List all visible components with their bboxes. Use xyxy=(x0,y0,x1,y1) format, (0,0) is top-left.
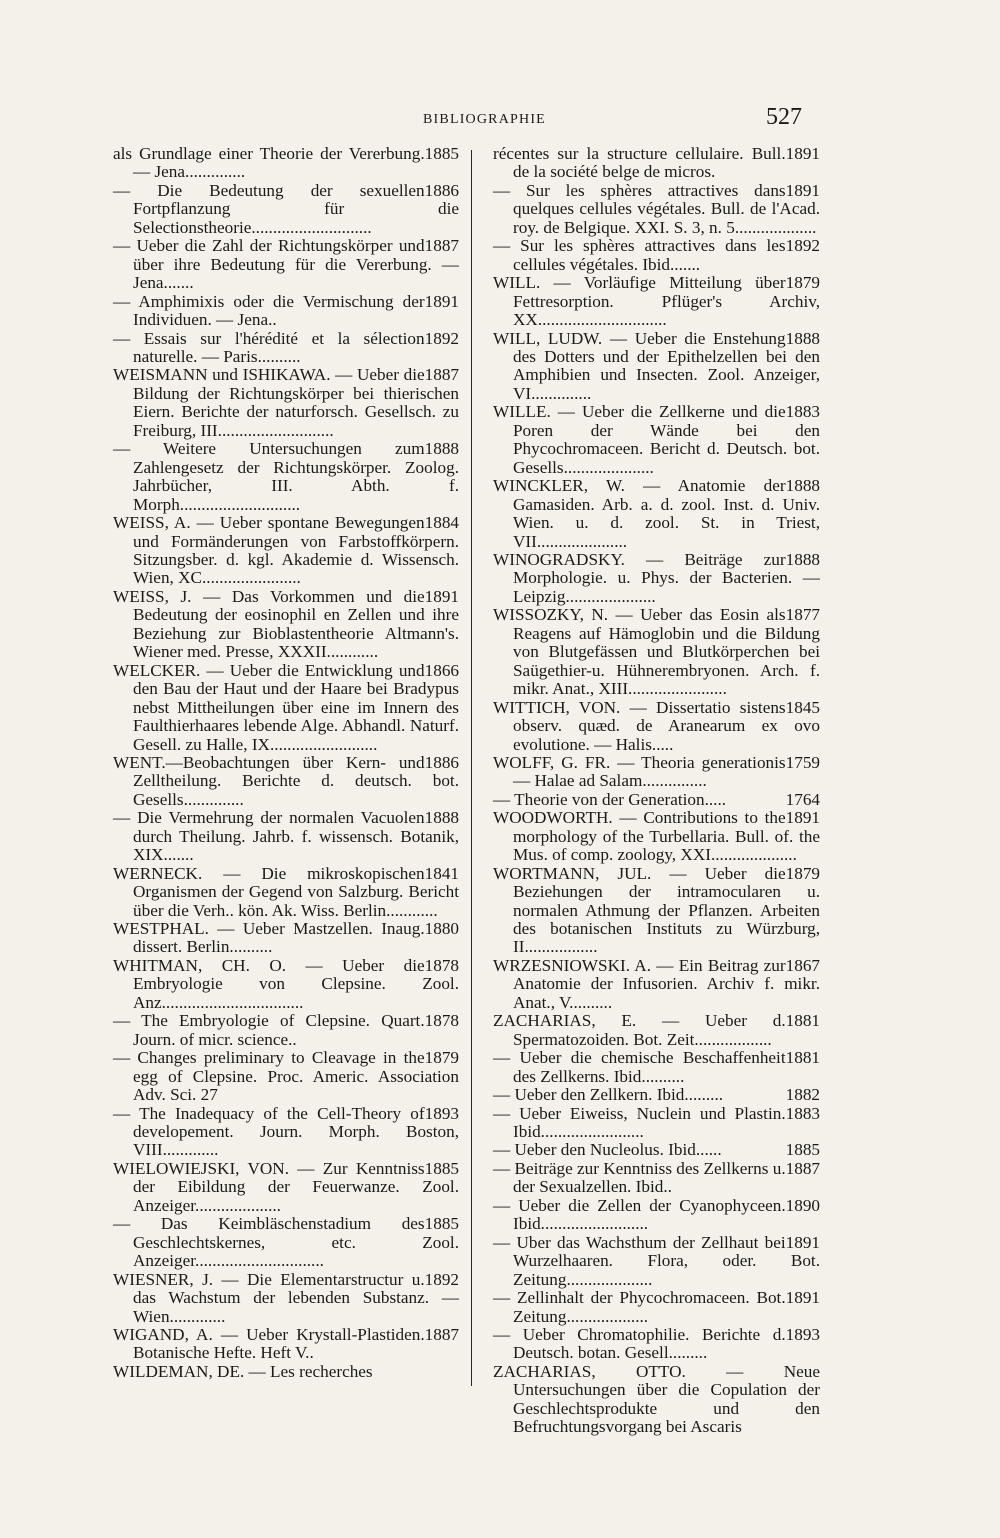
entry-year: 1879 xyxy=(424,1048,459,1068)
bibliography-entry xyxy=(113,809,459,864)
column-divider xyxy=(471,150,472,1386)
bibliography-entry xyxy=(493,403,820,477)
left-column xyxy=(113,145,459,1381)
entry-year: 1893 xyxy=(424,1103,459,1123)
entry-text: WINCKLER, W. — Anatomie der Gamasiden. Arb. a. d. zool. Inst. d. Univ. Wien. u. d. zool. St. in Triest, VII..................... xyxy=(493,476,820,551)
entry-year: 1764 xyxy=(785,789,820,809)
bibliography-entry xyxy=(493,606,820,698)
entry-text: WIELOWIEJSKI, VON. — Zur Kenntniss der Eibildung der Feuerwanze. Zool. Anzeiger.................... xyxy=(113,1158,459,1215)
entry-text: WOODWORTH. — Contributions to the morphology of the Turbellaria. Bull. of. the Mus. of comp. zoology, XXI.................... xyxy=(493,808,820,865)
entry-year: 1891 xyxy=(785,1288,820,1308)
entry-text: récentes sur la structure cellulaire. Bull. de la société belge de micros. xyxy=(493,144,786,182)
bibliography-entry xyxy=(113,330,459,367)
bibliography-entry xyxy=(113,1105,459,1160)
entry-year: 1877 xyxy=(785,605,820,625)
entry-year: 1892 xyxy=(424,328,459,348)
entry-year: 1886 xyxy=(424,180,459,200)
bibliography-entry xyxy=(113,1049,459,1104)
bibliography-entry xyxy=(113,754,459,809)
entry-text: — Die Bedeutung der sexuellen Fortpflanzung für die Selectionstheorie............................ xyxy=(113,180,459,237)
bibliography-entry xyxy=(493,182,820,237)
entry-text: WIGAND, A. — Ueber Krystall-Plastiden. Botanische Hefte. Heft V.. xyxy=(113,1325,425,1363)
entry-text: — Changes preliminary to Cleavage in the egg of Clepsine. Proc. Americ. Association Adv. Sci. 27 xyxy=(113,1048,459,1105)
entry-text: — Ueber Eiweiss, Nuclein und Plastin. Ibid........................ xyxy=(493,1103,786,1142)
entry-text: — Sur les sphères attractives dans quelques cellules végétales. Bull. de l'Acad. roy. de Belgique. XXI. S. 3, n. 5................... xyxy=(493,180,820,237)
entry-text: — The Inadequacy of the Cell-Theory of developement. Journ. Morph. Boston, VIII............. xyxy=(113,1103,459,1160)
bibliography-entry xyxy=(493,791,820,809)
entry-year: 1878 xyxy=(424,955,459,975)
entry-text: — Beiträge zur Kenntniss des Zellkerns u. der Sexualzellen. Ibid.. xyxy=(493,1158,786,1197)
bibliography-entry xyxy=(493,274,820,329)
entry-text: WENT.—Beobachtungen über Kern- und Zelltheilung. Berichte d. deutsch. bot. Gesells.............. xyxy=(113,752,459,809)
entry-year: 1888 xyxy=(785,476,820,496)
bibliography-entry xyxy=(113,293,459,330)
entry-year: 1879 xyxy=(785,273,820,293)
entry-text: WIESNER, J. — Die Elementarstructur u. das Wachstum der lebenden Substanz. — Wien............. xyxy=(113,1269,459,1326)
entry-text: WHITMAN, CH. O. — Ueber die Embryologie von Clepsine. Zool. Anz................................. xyxy=(113,955,459,1012)
bibliography-entry xyxy=(113,366,459,440)
entry-year: 1879 xyxy=(785,863,820,883)
bibliography-entry xyxy=(493,1086,820,1104)
entry-year: 1887 xyxy=(424,365,459,385)
entry-year: 1890 xyxy=(785,1195,820,1215)
entry-year: 1885 xyxy=(424,144,459,163)
bibliography-entry xyxy=(113,145,459,182)
bibliography-entry xyxy=(493,809,820,864)
entry-text: — Amphimixis oder die Vermischung der Individuen. — Jena.. xyxy=(113,291,425,330)
entry-year: 1883 xyxy=(785,1103,820,1123)
entry-text: — Zellinhalt der Phycochromaceen. Bot. Zeitung................... xyxy=(493,1288,786,1326)
entry-year: 1880 xyxy=(424,919,459,939)
bibliography-entry xyxy=(493,1160,820,1197)
bibliography-entry xyxy=(113,865,459,920)
entry-text: — Das Keimbläschenstadium des Geschlechtskernes, etc. Zool. Anzeiger.............................. xyxy=(113,1214,459,1271)
entry-year: 1887 xyxy=(785,1158,820,1178)
bibliography-entry xyxy=(113,1363,459,1381)
entry-text: WILLE. — Ueber die Zellkerne und die Poren der Wände bei den Phycochromaceen. Bericht d. Deutsch. bot. Gesells..................... xyxy=(493,402,820,477)
bibliography-entry xyxy=(493,1363,820,1437)
entry-text: WILDEMAN, DE. — Les recherches xyxy=(113,1361,373,1381)
entry-text: als Grundlage einer Theorie der Vererbung. — Jena.............. xyxy=(113,144,425,182)
entry-text: WORTMANN, JUL. — Ueber die Beziehungen der intramocularen u. normalen Athmung der Pflanzen. Arbeiten des botanischen Instituts zu Würzburg, II................. xyxy=(493,863,820,957)
entry-year: 1893 xyxy=(785,1325,820,1344)
bibliography-entry xyxy=(493,1105,820,1142)
entry-text: — Uber das Wachsthum der Zellhaut bei Wurzelhaaren. Flora, oder. Bot. Zeitung.................... xyxy=(493,1232,820,1289)
entry-text: WISSOZKY, N. — Ueber das Eosin als Reagens auf Hämoglobin und die Bildung von Blutgefässen und Blutkörperchen bei Saügethier-u. Hühnerembryonen. Arch. f. mikr. Anat., XIII....................... xyxy=(493,605,820,699)
bibliography-entry xyxy=(493,237,820,274)
entry-year: 1885 xyxy=(785,1140,820,1160)
entry-year: 1892 xyxy=(785,236,820,256)
bibliography-entry xyxy=(113,1326,459,1363)
bibliography-entry xyxy=(493,957,820,1012)
entry-text: — Ueber den Nucleolus. Ibid...... xyxy=(493,1140,722,1160)
bibliography-entry xyxy=(493,330,820,404)
entry-year: 1882 xyxy=(785,1085,820,1105)
entry-year: 1888 xyxy=(785,549,820,569)
entry-text: — Theorie von der Generation..... xyxy=(493,789,727,809)
bibliography-entry xyxy=(493,754,820,791)
bibliography-entry xyxy=(493,145,820,182)
entry-year: 1881 xyxy=(785,1048,820,1068)
bibliography-entry xyxy=(113,514,459,588)
bibliography-entry xyxy=(493,1141,820,1159)
page-number: 527 xyxy=(766,104,802,130)
entry-text: — Ueber die Zellen der Cyanophyceen. Ibid......................... xyxy=(493,1195,786,1234)
entry-text: WEISS, J. — Das Vorkommen und die Bedeutung der eosinophil en Zellen und ihre Beziehung zur Bioblastentheorie Altmann's. Wiener med. Presse, XXXII............ xyxy=(113,586,459,662)
entry-text: — Die Vermehrung der normalen Vacuolen durch Theilung. Jahrb. f. wissensch. Botanik, XIX....... xyxy=(113,808,459,865)
entry-year: 1867 xyxy=(785,955,820,975)
running-title: BIBLIOGRAPHIE xyxy=(423,112,546,127)
bibliography-entry xyxy=(113,662,459,754)
bibliography-entry xyxy=(493,865,820,957)
entry-year: 1891 xyxy=(785,1232,820,1252)
entry-year: 1878 xyxy=(424,1011,459,1031)
entry-text: — The Embryologie of Clepsine. Quart. Journ. of micr. science.. xyxy=(113,1011,425,1049)
entry-year: 1845 xyxy=(785,697,820,717)
bibliography-entry xyxy=(493,1197,820,1234)
entry-text: WILL. — Vorläufige Mitteilung über Fettresorption. Pflüger's Archiv, XX.............................. xyxy=(493,273,820,330)
entry-year: 1891 xyxy=(785,808,820,828)
entry-year: 1891 xyxy=(785,180,820,200)
bibliography-entry xyxy=(113,588,459,662)
entry-text: WILL, LUDW. — Ueber die Enstehung des Dotters und der Epithelzellen bei den Amphibien und Insecten. Zool. Anzeiger, VI.............. xyxy=(493,328,820,403)
entry-year: 1888 xyxy=(424,439,459,459)
bibliography-entry xyxy=(493,551,820,606)
entry-text: WEISMANN und ISHIKAWA. — Ueber die Bildung der Richtungskörper bei thierischen Eiern. Berichte der naturforsch. Gesellsch. zu Freiburg, III........................... xyxy=(113,365,459,440)
bibliography-entry xyxy=(493,1289,820,1326)
entry-text: WITTICH, VON. — Dissertatio sistens observ. quæd. de Aranearum ex ovo evolutione. — Halis..... xyxy=(493,697,820,754)
bibliography-entry xyxy=(113,1160,459,1215)
right-column xyxy=(493,145,820,1437)
entry-text: — Sur les sphères attractives dans les cellules végétales. Ibid....... xyxy=(493,236,786,274)
entry-year: 1885 xyxy=(424,1214,459,1234)
entry-text: WRZESNIOWSKI. A. — Ein Beitrag zur Anatomie der Infusorien. Archiv f. mikr. Anat., V.......... xyxy=(493,955,820,1012)
bibliography-entry xyxy=(113,182,459,237)
bibliography-entry xyxy=(113,237,459,292)
bibliography-entry xyxy=(113,440,459,514)
entry-text: ZACHARIAS, OTTO. — Neue Untersuchungen über die Copulation der Geschlechtsprodukte und den Befruchtungsvorgang bei Ascaris xyxy=(493,1361,820,1437)
entry-text: WELCKER. — Ueber die Entwicklung und den Bau der Haut und der Haare bei Bradypus nebst Mittheilungen über eine im Innern des Faulthierhaares lebende Alge. Abhandl. Naturf. Gesell. zu Halle, IX......................... xyxy=(113,660,459,754)
bibliography-entry xyxy=(493,477,820,551)
bibliography-entry xyxy=(113,920,459,957)
entry-year: 1887 xyxy=(424,236,459,256)
entry-text: — Ueber die chemische Beschaffenheit des Zellkerns. Ibid.......... xyxy=(493,1048,786,1086)
bibliography-entry xyxy=(493,1012,820,1049)
entry-text: — Ueber Chromatophilie. Berichte d. Deutsch. botan. Gesell......... xyxy=(493,1325,786,1363)
entry-year: 1885 xyxy=(424,1158,459,1178)
bibliography-entry xyxy=(113,1271,459,1326)
entry-year: 1884 xyxy=(424,513,459,533)
entry-text: — Ueber den Zellkern. Ibid......... xyxy=(493,1085,724,1105)
entry-year: 1888 xyxy=(424,808,459,828)
entry-text: WERNECK. — Die mikroskopischen Organismen der Gegend von Salzburg. Bericht über die Verh.. kön. Ak. Wiss. Berlin............ xyxy=(113,863,459,920)
entry-year: 1888 xyxy=(785,328,820,348)
bibliography-entry xyxy=(493,1326,820,1363)
entry-text: — Essais sur l'hérédité et la sélection naturelle. — Paris.......... xyxy=(113,328,425,366)
entry-text: — Weitere Untersuchungen zum Zahlengesetz der Richtungskörper. Zoolog. Jahrbücher, III. Abth. f. Morph............................ xyxy=(113,439,459,514)
entry-text: WOLFF, G. FR. — Theoria generationis — Halae ad Salam............... xyxy=(493,752,786,791)
bibliography-entry xyxy=(493,1234,820,1289)
page-header xyxy=(0,104,1000,134)
entry-year: 1892 xyxy=(424,1269,459,1289)
entry-text: WINOGRADSKY. — Beiträge zur Morphologie. u. Phys. der Bacterien. — Leipzig..................... xyxy=(493,549,820,606)
entry-year: 1883 xyxy=(785,402,820,422)
entry-year: 1887 xyxy=(424,1325,459,1344)
entry-year: 1891 xyxy=(785,144,820,163)
entry-text: WEISS, A. — Ueber spontane Bewegungen und Formänderungen von Farbstoffkörpern. Sitzungsber. d. kgl. Akademie d. Wissensch. Wien, XC....................... xyxy=(113,513,459,588)
entry-text: WESTPHAL. — Ueber Mastzellen. Inaug. dissert. Berlin.......... xyxy=(113,919,425,957)
entry-year: 1886 xyxy=(424,752,459,772)
entry-year: 1759 xyxy=(785,752,820,772)
entry-year: 1866 xyxy=(424,660,459,680)
entry-text: — Ueber die Zahl der Richtungskörper und über ihre Bedeutung für die Vererbung. — Jena....... xyxy=(113,236,459,293)
bibliography-entry xyxy=(113,1012,459,1049)
bibliography-entry xyxy=(493,1049,820,1086)
bibliography-entry xyxy=(113,957,459,1012)
bibliography-entry xyxy=(493,699,820,754)
entry-year: 1891 xyxy=(424,291,459,311)
bibliography-entry xyxy=(113,1215,459,1270)
entry-year: 1891 xyxy=(424,586,459,606)
entry-year: 1841 xyxy=(424,863,459,883)
entry-text: ZACHARIAS, E. — Ueber d. Spermatozoiden. Bot. Zeit.................. xyxy=(493,1011,786,1049)
entry-year: 1881 xyxy=(785,1011,820,1031)
